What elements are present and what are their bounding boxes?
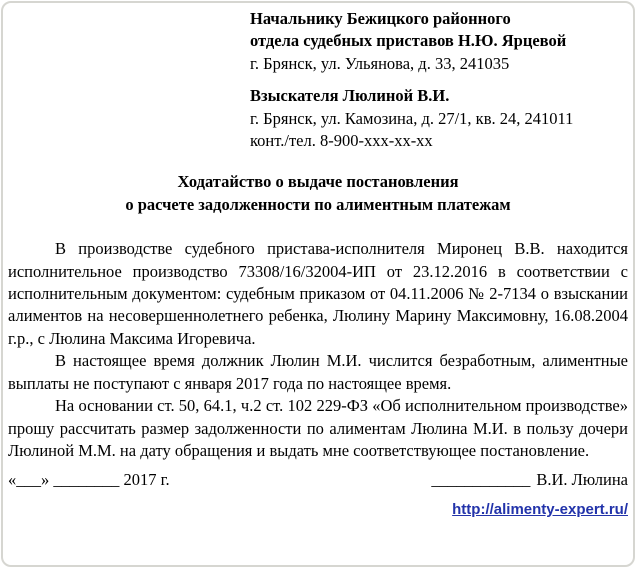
claimant-phone: конт./тел. 8-900-xxx-xx-xx	[250, 131, 433, 151]
addressee-address: г. Брянск, ул. Ульянова, д. 33, 241035	[250, 53, 510, 73]
footer-row	[8, 469, 628, 491]
paragraph-proceedings: В производстве судебного пристава-исполнителя Миронец В.В. находится исполнительное производство 73308/16/32004-ИП от 23.12.2016 в соответствии с исполнительным документом: судебным приказом от 04.11.2006 № 2-7134 о взыскании алиментов на несовершеннолетнего ребенка, Люлину Марину Максимовну, 16.08.2004 г.р., с Люлина Максима Игоревича.	[8, 239, 628, 348]
signature-name: В.И. Люлина	[536, 470, 628, 490]
source-link-row	[8, 501, 628, 519]
claimant-name: Взыскателя Люлиной В.И.	[250, 86, 450, 106]
source-link[interactable]: http://alimenty-expert.ru/	[452, 500, 628, 518]
document-page	[1, 1, 635, 567]
document-title	[8, 171, 628, 216]
claimant-address: г. Брянск, ул. Камозина, д. 27/1, кв. 24, 241011	[250, 108, 574, 128]
signature-line: ____________	[431, 470, 531, 490]
addressee-line-1: Начальнику Бежицкого районного	[250, 9, 511, 28]
document-title-line-1: Ходатайство о выдаче постановления	[177, 172, 459, 192]
signature-block	[431, 469, 628, 491]
addressee-block	[250, 8, 628, 75]
document-body	[8, 238, 628, 462]
addressee-line-2: отдела судебных приставов Н.Ю. Ярцевой	[250, 31, 567, 51]
paragraph-debtor-status: В настоящее время должник Люлин М.И. числится безработным, алиментные выплаты не поступают с января 2017 года по настоящее время.	[8, 351, 628, 393]
claimant-block	[250, 85, 628, 152]
date-blank: «___» ________ 2017 г.	[8, 470, 170, 490]
paragraph-request: На основании ст. 50, 64.1, ч.2 ст. 102 229-ФЗ «Об исполнительном производстве» прошу рассчитать размер задолженности по алиментам Люлина М.И. в пользу дочери Люлиной М.М. на дату обращения и выдать мне соответствующее постановление.	[8, 396, 628, 460]
document-title-line-2: о расчете задолженности по алиментным платежам	[125, 194, 511, 214]
